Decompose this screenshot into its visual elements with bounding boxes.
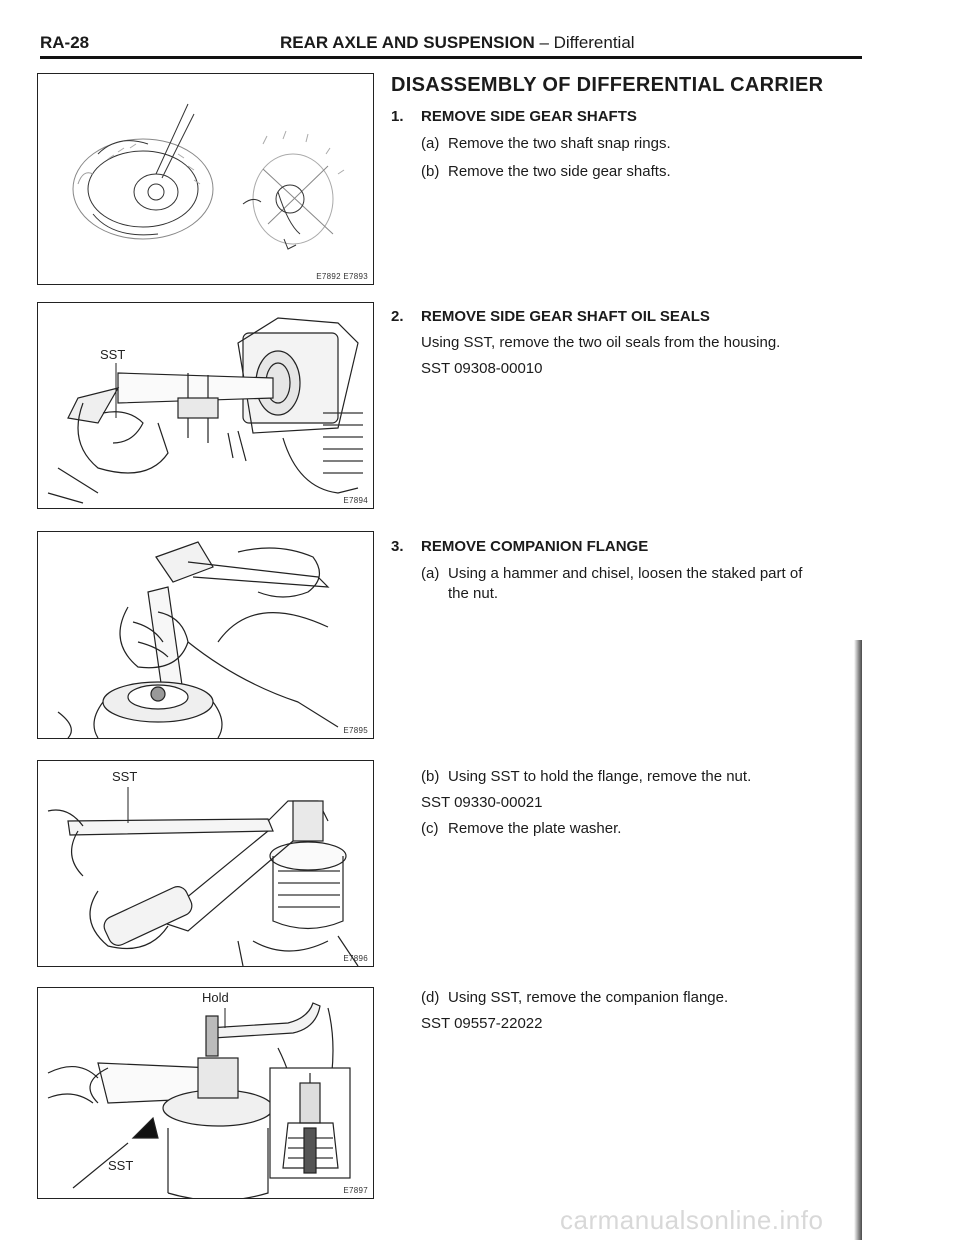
hold-label: Hold xyxy=(202,990,229,1005)
snap-ring-illustration xyxy=(38,74,373,284)
page-edge-shadow xyxy=(854,640,862,1240)
step-1a xyxy=(421,134,671,154)
figure-code: E7897 xyxy=(343,1186,368,1195)
figure-oil-seal-puller xyxy=(37,302,374,509)
item-tag: (a) xyxy=(421,135,440,152)
watermark: carmanualsonline.info xyxy=(560,1205,824,1235)
page-number: RA-28 xyxy=(40,33,90,52)
step-3a xyxy=(421,564,861,604)
item-tag: (d) xyxy=(421,989,440,1006)
item-text: Using SST to hold the flange, remove the nut. xyxy=(448,768,752,785)
figure-snap-rings xyxy=(37,73,374,285)
step-1b xyxy=(421,162,671,182)
step-3c xyxy=(421,819,621,839)
section-title: DISASSEMBLY OF DIFFERENTIAL CARRIER xyxy=(391,74,824,96)
figure-flange-holder xyxy=(37,760,374,967)
figure-flange-puller xyxy=(37,987,374,1199)
item-text: Remove the two side gear shafts. xyxy=(448,163,671,180)
step-2-heading xyxy=(391,308,710,325)
step-number: 2. xyxy=(391,308,404,325)
figure-code: E7894 xyxy=(343,496,368,505)
item-text: Remove the plate washer. xyxy=(448,820,622,837)
figure-code: E7896 xyxy=(343,954,368,963)
item-tag: (b) xyxy=(421,768,440,785)
step-3d-sst: SST 09557-22022 xyxy=(421,1015,543,1032)
step-3b xyxy=(421,767,751,787)
sst-label: SST xyxy=(112,769,138,784)
sst-label: SST xyxy=(108,1158,134,1173)
section-header-bold: REAR AXLE AND SUSPENSION xyxy=(280,33,535,52)
item-text: Using a hammer and chisel, loosen the staked part of xyxy=(448,565,803,582)
figure-code: E7895 xyxy=(343,726,368,735)
step-title: REMOVE SIDE GEAR SHAFT OIL SEALS xyxy=(421,308,710,325)
step-3d xyxy=(421,988,728,1008)
item-text-cont: the nut. xyxy=(448,585,499,602)
item-tag: (a) xyxy=(421,565,440,582)
step-2-sst: SST 09308-00010 xyxy=(421,360,543,377)
section-header-sub: – Differential xyxy=(534,33,635,52)
header-rule xyxy=(40,56,862,59)
step-2-line: Using SST, remove the two oil seals from the housing. xyxy=(421,334,781,351)
oil-seal-puller-illustration xyxy=(38,303,373,508)
figure-code: E7892 E7893 xyxy=(316,272,368,281)
step-number: 1. xyxy=(391,108,404,125)
item-tag: (b) xyxy=(421,163,440,180)
step-title: REMOVE COMPANION FLANGE xyxy=(421,538,649,555)
step-number: 3. xyxy=(391,538,404,555)
flange-puller-illustration xyxy=(38,988,373,1198)
item-text: Remove the two shaft snap rings. xyxy=(448,135,671,152)
sst-label: SST xyxy=(100,347,126,362)
step-3b-sst: SST 09330-00021 xyxy=(421,794,543,811)
step-3-heading xyxy=(391,538,648,555)
figure-chisel-nut xyxy=(37,531,374,739)
step-1-heading xyxy=(391,108,637,125)
flange-holder-illustration xyxy=(38,761,373,966)
section-header xyxy=(280,33,635,53)
item-text: Using SST, remove the companion flange. xyxy=(448,989,729,1006)
step-title: REMOVE SIDE GEAR SHAFTS xyxy=(421,108,637,125)
item-tag: (c) xyxy=(421,820,439,837)
hammer-chisel-illustration xyxy=(38,532,373,738)
